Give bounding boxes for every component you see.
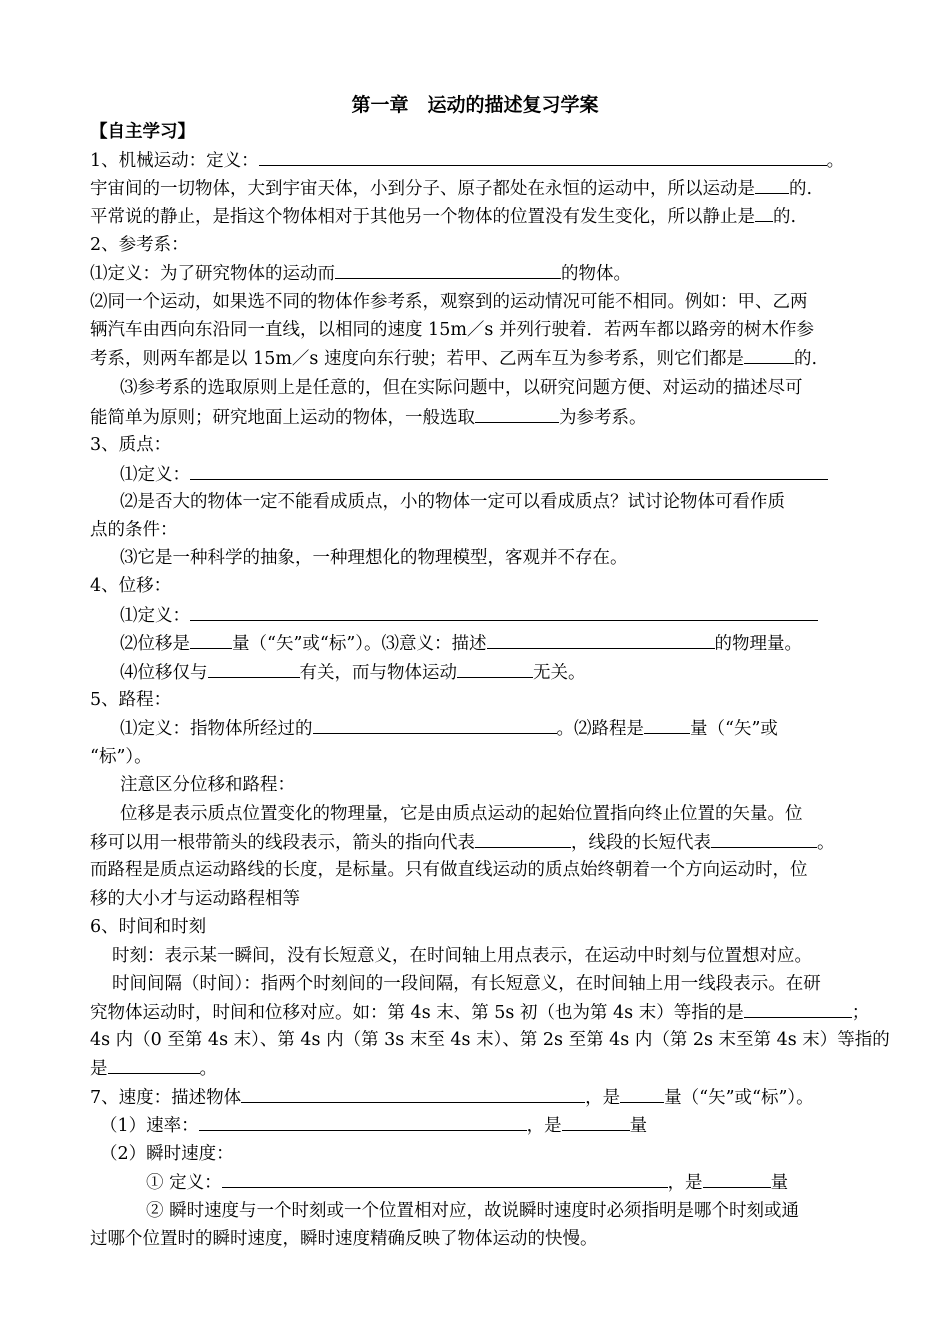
item-3-heading: 3、质点： bbox=[90, 435, 172, 455]
item-6-line-4: 4s 内（0 至第 4s 末）、第 4s 内（第 3s 末至 4s 末）、第 2s 至第 4s 内（第 2s 末至第 4s 末）等指的 bbox=[90, 1030, 890, 1050]
item-1-line-3: 平常说的静止，是指这个物体相对于其他另一个物体的位置没有发生变化，所以静止是 的. bbox=[90, 204, 796, 229]
item-6-heading: 6、时间和时刻 bbox=[90, 917, 207, 937]
fill-blank[interactable] bbox=[241, 1085, 585, 1103]
item-5-heading: 5、路程： bbox=[90, 690, 172, 710]
fill-blank[interactable] bbox=[562, 1113, 630, 1131]
fill-blank[interactable] bbox=[703, 1170, 771, 1188]
fill-blank[interactable] bbox=[755, 204, 773, 222]
item-7-line-4: ① 定义： ，是 量 bbox=[146, 1170, 788, 1195]
item-4-line-1: ⑴定义： bbox=[120, 603, 818, 628]
item-2-line-1: ⑴定义：为了研究物体的运动而 的物体。 bbox=[90, 261, 631, 286]
item-4-line-3: ⑷位移仅与 有关，而与物体运动 无关。 bbox=[120, 660, 586, 685]
item-2-line-4: 考系，则两车都是以 15m／s 速度向东行驶；若甲、乙两车互为参考系，则它们都是 的. bbox=[90, 346, 817, 371]
item-7-line-5: ② 瞬时速度与一个时刻或一个位置相对应，故说瞬时速度时必须指明是哪个时刻或通 bbox=[146, 1201, 800, 1221]
item-6-line-5: 是 。 bbox=[90, 1056, 217, 1081]
item-3-line-2: ⑵是否大的物体一定不能看成质点，小的物体一定可以看成质点？试讨论物体可看作质 bbox=[120, 492, 785, 512]
item-3-line-4: ⑶它是一种科学的抽象，一种理想化的物理模型，客观并不存在。 bbox=[120, 548, 628, 568]
fill-blank[interactable] bbox=[475, 405, 559, 423]
item-1-line-1: 1、机械运动：定义： 。 bbox=[90, 148, 844, 173]
fill-blank[interactable] bbox=[335, 261, 561, 279]
item-5-line-6: 而路程是质点运动路线的长度，是标量。只有做直线运动的质点始终朝着一个方向运动时，位 bbox=[90, 860, 808, 880]
item-7-line-3: （2）瞬时速度： bbox=[100, 1144, 234, 1164]
fill-blank[interactable] bbox=[644, 716, 690, 734]
fill-blank[interactable] bbox=[475, 830, 571, 848]
item-2-line-2: ⑵同一个运动，如果选不同的物体作参考系，观察到的运动情况可能不相同。例如：甲、乙两 bbox=[90, 292, 808, 312]
fill-blank[interactable] bbox=[190, 603, 818, 621]
section-heading: 【自主学习】 bbox=[90, 122, 195, 142]
fill-blank[interactable] bbox=[457, 660, 533, 678]
item-6-line-2: 时间间隔（时间）：指两个时刻间的一段间隔，有长短意义，在时间轴上用一线段表示。在研 bbox=[112, 974, 821, 994]
item-2-line-6: 能简单为原则；研究地面上运动的物体，一般选取 为参考系。 bbox=[90, 405, 647, 430]
item-5-line-7: 移的大小才与运动路程相等 bbox=[90, 889, 300, 909]
item-5-line-4: 位移是表示质点位置变化的物理量，它是由质点运动的起始位置指向终止位置的矢量。位 bbox=[120, 804, 803, 824]
fill-blank[interactable] bbox=[190, 631, 232, 649]
fill-blank[interactable] bbox=[259, 148, 827, 166]
fill-blank[interactable] bbox=[487, 631, 715, 649]
item-2-heading: 2、参考系： bbox=[90, 235, 189, 255]
item-5-line-3: 注意区分位移和路程： bbox=[120, 775, 295, 795]
fill-blank[interactable] bbox=[208, 660, 300, 678]
fill-blank[interactable] bbox=[711, 830, 817, 848]
item-6-line-3: 究物体运动时，时间和位移对应。如：第 4s 末、第 5s 初（也为第 4s 末）等指的是 ； bbox=[90, 1000, 869, 1025]
item-6-line-1: 时刻：表示某一瞬间，没有长短意义，在时间轴上用点表示，在运动中时刻与位置想对应。 bbox=[112, 946, 812, 966]
item-2-line-3: 辆汽车由西向东沿同一直线，以相同的速度 15m／s 并列行驶着．若两车都以路旁的树木作参 bbox=[90, 320, 814, 340]
item-5-line-2: “标”）。 bbox=[90, 747, 152, 767]
item-5-line-5: 移可以用一根带箭头的线段表示，箭头的指向代表 ，线段的长短代表 。 bbox=[90, 830, 835, 855]
fill-blank[interactable] bbox=[108, 1056, 200, 1074]
fill-blank[interactable] bbox=[222, 1170, 668, 1188]
fill-blank[interactable] bbox=[199, 1113, 527, 1131]
item-2-line-5: ⑶参考系的选取原则上是任意的，但在实际问题中，以研究问题方便、对运动的描述尽可 bbox=[120, 378, 803, 398]
item-7-line-6: 过哪个位置时的瞬时速度，瞬时速度精确反映了物体运动的快慢。 bbox=[90, 1229, 598, 1249]
fill-blank[interactable] bbox=[744, 346, 794, 364]
fill-blank[interactable] bbox=[313, 716, 557, 734]
item-4-line-2: ⑵位移是 量（“矢”或“标”）。⑶意义：描述 的物理量。 bbox=[120, 631, 802, 656]
fill-blank[interactable] bbox=[744, 1000, 852, 1018]
item-3-line-3: 点的条件： bbox=[90, 520, 178, 540]
item-3-line-1: ⑴定义： bbox=[120, 462, 828, 487]
fill-blank[interactable] bbox=[620, 1085, 664, 1103]
item-4-heading: 4、位移： bbox=[90, 576, 172, 596]
fill-blank[interactable] bbox=[190, 462, 828, 480]
item-7-line-1: 7、速度：描述物体 ，是 量（“矢”或“标”）。 bbox=[90, 1085, 814, 1110]
fill-blank[interactable] bbox=[755, 176, 789, 194]
item-5-line-1: ⑴定义：指物体所经过的 。⑵路程是 量（“矢”或 bbox=[120, 716, 778, 741]
item-1-line-2: 宇宙间的一切物体，大到宇宙天体，小到分子、原子都处在永恒的运动中，所以运动是 的. bbox=[90, 176, 812, 201]
item-7-line-2: （1）速率： ，是 量 bbox=[100, 1113, 647, 1138]
page-title: 第一章 运动的描述复习学案 bbox=[351, 94, 599, 116]
